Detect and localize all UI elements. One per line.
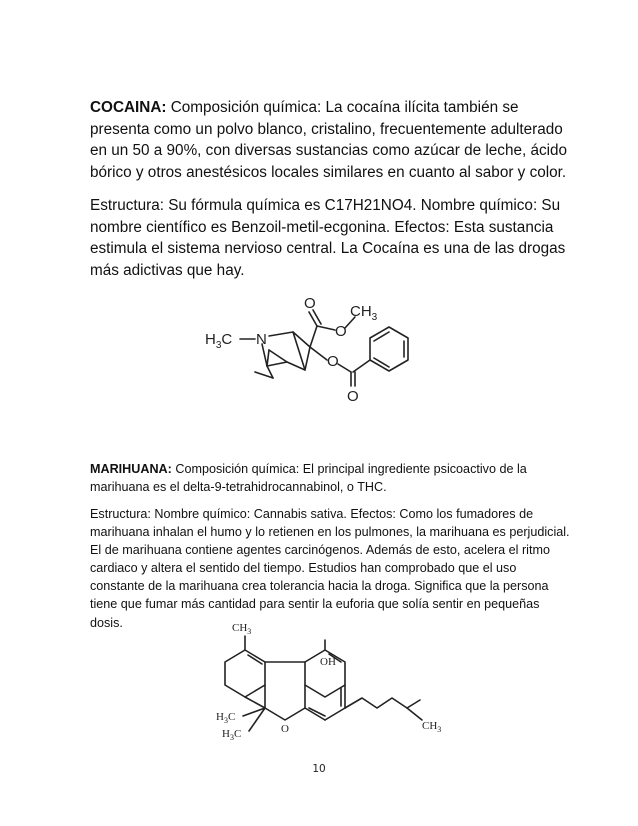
cocaina-label: COCAINA: — [90, 99, 167, 116]
svg-text:H3C: $H_3C$ — [216, 711, 236, 725]
carbonyl-oxygen-1: O — [304, 295, 316, 312]
marihuana-label: MARIHUANA: — [90, 462, 172, 476]
svg-text:H3C: $H_3C$ — [205, 331, 233, 351]
svg-text:CH3: $CH_3$ — [422, 720, 442, 734]
page-number: 10 — [312, 763, 326, 775]
marihuana-composition-text: Composición química: El principal ingrediente psicoactivo de la marihuana es el delta-9-tetrahidrocannabinol, o THC. — [90, 462, 527, 495]
nitrogen-atom: N — [256, 331, 267, 348]
ring-oxygen: O — [281, 723, 289, 735]
cocaina-structure-paragraph: Estructura: Su fórmula química es C17H21NO4. Nombre químico: Su nombre científico es Benzoil-metil-ecgonina. Efectos: Esta sustancia estimula el sistema nervioso central. La Cocaína es una de las drogas más adictivas que hay. — [90, 197, 566, 279]
ester-oxygen-1: O — [335, 323, 347, 340]
ester-oxygen-2: O — [327, 353, 339, 370]
svg-text:H3C: $H_3C$ — [222, 728, 242, 742]
cocaina-composition-paragraph — [90, 97, 570, 183]
svg-text:CH3: $CH_3$ — [232, 622, 252, 636]
cocaina-composition-text: Composición química: La cocaína ilícita también se presenta como un polvo blanco, cristalino, frecuentemente adulterado en un 50 a 90%, con diversas sustancias como azúcar de leche, ácido bórico y otros anestésicos locales similares en cuanto al sabor y color. — [90, 99, 568, 181]
carbonyl-oxygen-2: O — [347, 388, 359, 405]
thc-structure-diagram — [212, 620, 452, 745]
marihuana-structure-paragraph: Estructura: Nombre químico: Cannabis sativa. Efectos: Como los fumadores de marihuana inhalan el humo y lo retienen en los pulmones, la marihuana es perjudicial. El de marihuana contiene agentes carcinógenos. Además de esto, acelera el ritmo cardiaco y altera el sentido del tiempo. Estudios han comprobado que el uso constante de la marihuana crea tolerancia hacia la droga. Significa que la persona tiene que fumar más cantidad para sentir la euforia que solía sentir en pequeñas dosis. — [90, 507, 570, 630]
svg-text:CH3: $CH_3$ — [350, 303, 378, 323]
cocaine-structure-diagram — [205, 292, 415, 407]
marihuana-composition-paragraph — [90, 460, 570, 496]
hydroxyl-group: OH — [320, 656, 336, 668]
